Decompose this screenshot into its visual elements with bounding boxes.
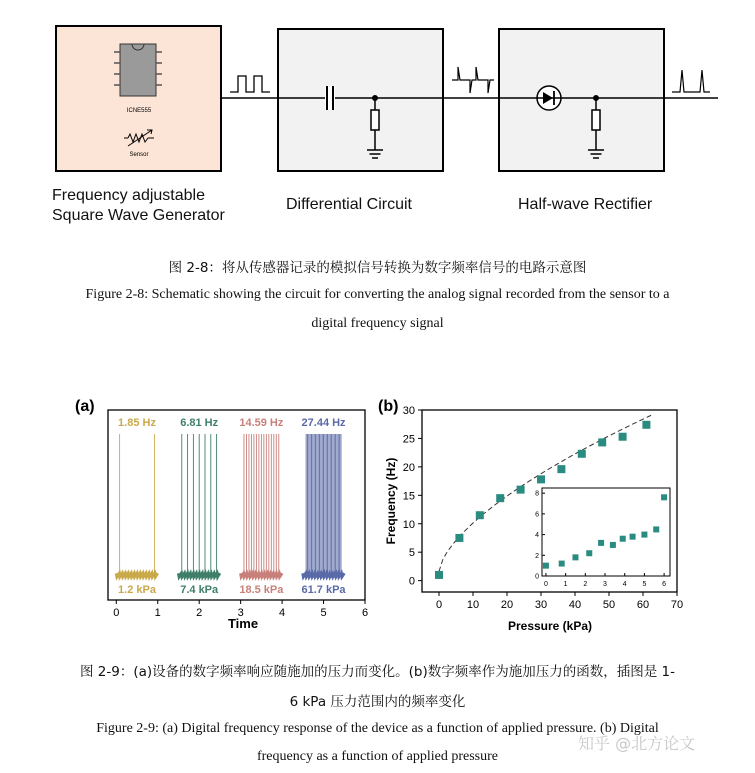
watermark: 知乎 @北方论文 <box>578 734 696 753</box>
figure-2-9-caption-cn-line1: 图 2-9：(a)设备的数字频率响应随施加的压力而变化。(b)数字频率作为施加压力的函数，插图是 1- <box>79 664 675 680</box>
inset-point <box>641 532 647 538</box>
panel-b-xtick-label: 70 <box>670 599 684 611</box>
figure-2-8-caption-en-line1: Figure 2-8: Schematic showing the circuit for converting the analog signal recorded from the sensor to a <box>85 287 670 302</box>
inset-point <box>610 542 616 548</box>
panel-b-ylabel: Frequency (Hz) <box>384 457 398 545</box>
inset-point <box>572 554 578 560</box>
diode-icon <box>537 86 561 110</box>
panel-a-freq-label: 1.85 Hz <box>118 417 156 429</box>
panel-b-point <box>435 571 443 579</box>
figure-2-9-caption-en-line1: Figure 2-9: (a) Digital frequency response of the device as a function of applied pressure. (b) Digital <box>96 721 659 736</box>
capacitor-icon <box>325 86 335 110</box>
panel-b-point <box>517 486 525 494</box>
panel-b-ytick-label: 20 <box>402 461 415 474</box>
panel-a-freq-label: 27.44 Hz <box>301 417 346 429</box>
panel-b-xtick-label: 30 <box>534 599 548 611</box>
inset-xtick-label: 6 <box>662 581 667 588</box>
panel-b-ytick-label: 15 <box>402 490 415 503</box>
inset-xtick-label: 4 <box>622 581 627 588</box>
inset-point <box>598 540 604 546</box>
panel-b-point <box>455 534 463 542</box>
panel-b-point <box>557 465 565 473</box>
panel-a-label: (a) <box>75 398 95 415</box>
panel-b-point <box>619 433 627 441</box>
panel-b-point <box>642 421 650 429</box>
inset-ytick-label: 6 <box>535 511 539 519</box>
panel-a-pressure-label: 61.7 kPa <box>301 584 346 596</box>
rectifier-block <box>499 29 664 171</box>
inset-ytick-label: 2 <box>535 552 539 560</box>
panel-b-ytick-label: 0 <box>408 575 415 588</box>
panel-b-point <box>598 438 606 446</box>
panel-b-xtick-label: 60 <box>636 599 650 611</box>
panel-a-segment <box>302 417 347 596</box>
panel-a-xtick-label: 6 <box>361 607 369 619</box>
panel-b-xtick-label: 10 <box>466 599 480 611</box>
panel-b-ytick-label: 5 <box>408 547 415 560</box>
panel-b-xtick-label: 20 <box>500 599 514 611</box>
generator-label: Frequency adjustable Square Wave Generator <box>52 187 225 224</box>
inset-point <box>586 550 592 556</box>
differential-label: Differential Circuit <box>286 196 412 213</box>
panel-b-point <box>578 450 586 458</box>
rectified-waveform-icon <box>672 70 710 92</box>
panel-b-xtick-label: 40 <box>568 599 582 611</box>
panel-a-xlabel: Time <box>227 616 259 631</box>
inset-xtick-label: 0 <box>543 581 548 588</box>
inset-xtick-label: 2 <box>583 581 588 588</box>
panel-b-ytick-label: 30 <box>402 405 415 417</box>
rectifier-label: Half-wave Rectifier <box>518 196 653 213</box>
figure-2-9-caption-cn-line2: 6 kPa 压力范围内的频率变化 <box>289 694 466 710</box>
inset-ytick-label: 0 <box>535 573 539 581</box>
panel-a-xtick-label: 1 <box>154 607 161 619</box>
inset-xtick-label: 1 <box>563 581 568 588</box>
inset-ytick-label: 8 <box>535 490 539 498</box>
panel-a-pressure-label: 7.4 kPa <box>180 584 219 596</box>
panel-a-xtick-label: 4 <box>279 607 286 619</box>
panel-b-label: (b) <box>378 398 399 415</box>
panel-a-freq-label: 14.59 Hz <box>239 417 284 429</box>
inset-xtick-label: 3 <box>603 581 607 588</box>
panel-a-baseline <box>116 573 157 577</box>
panel-a-xtick-label: 0 <box>113 607 120 619</box>
figure-2-8-caption-cn: 图 2-8：将从传感器记录的模拟信号转换为数字频率信号的电路示意图 <box>168 260 587 276</box>
differential-waveform-icon <box>452 67 494 93</box>
chip-label: ICNE555 <box>126 108 152 114</box>
ic-chip-icon <box>114 44 162 96</box>
inset-xtick-label: 5 <box>642 581 647 588</box>
panel-b-ytick-label: 10 <box>402 518 415 531</box>
panel-a-freq-label: 6.81 Hz <box>180 417 219 429</box>
panel-b-point <box>537 475 545 483</box>
panel-a-xtick-label: 5 <box>320 607 327 619</box>
panel-a-segment <box>179 417 220 596</box>
panel-a-xtick-label: 2 <box>196 607 203 619</box>
inset-point <box>661 494 667 500</box>
inset-point <box>630 534 636 540</box>
inset-point <box>653 526 659 532</box>
panel-b-xlabel: Pressure (kPa) <box>507 619 593 633</box>
differential-block <box>278 29 443 171</box>
panel-b-xtick-label: 50 <box>602 599 616 611</box>
panel-b-chart <box>370 390 688 640</box>
panel-b-point <box>496 494 504 502</box>
inset-ytick-label: 4 <box>535 532 539 540</box>
inset-point <box>620 536 626 542</box>
square-wave-icon <box>230 76 270 92</box>
panel-a-segment <box>116 417 157 596</box>
inset-point <box>559 561 565 567</box>
figure-2-8-caption-en-line2: digital frequency signal <box>311 316 444 331</box>
panel-a-chart <box>60 390 370 640</box>
panel-b-xtick-label: 0 <box>435 599 443 611</box>
panel-a-segment <box>239 417 284 596</box>
inset-point <box>543 563 549 569</box>
panel-b-ytick-label: 25 <box>402 433 415 446</box>
sensor-label: Sensor <box>129 152 149 158</box>
panel-b-point <box>476 511 484 519</box>
panel-a-pressure-label: 18.5 kPa <box>239 584 284 596</box>
panel-a-pressure-label: 1.2 kPa <box>118 584 156 596</box>
figure-2-9-caption-en-line2: frequency as a function of applied pressure <box>256 749 498 764</box>
panel-a-xtick-label: 3 <box>237 607 244 619</box>
